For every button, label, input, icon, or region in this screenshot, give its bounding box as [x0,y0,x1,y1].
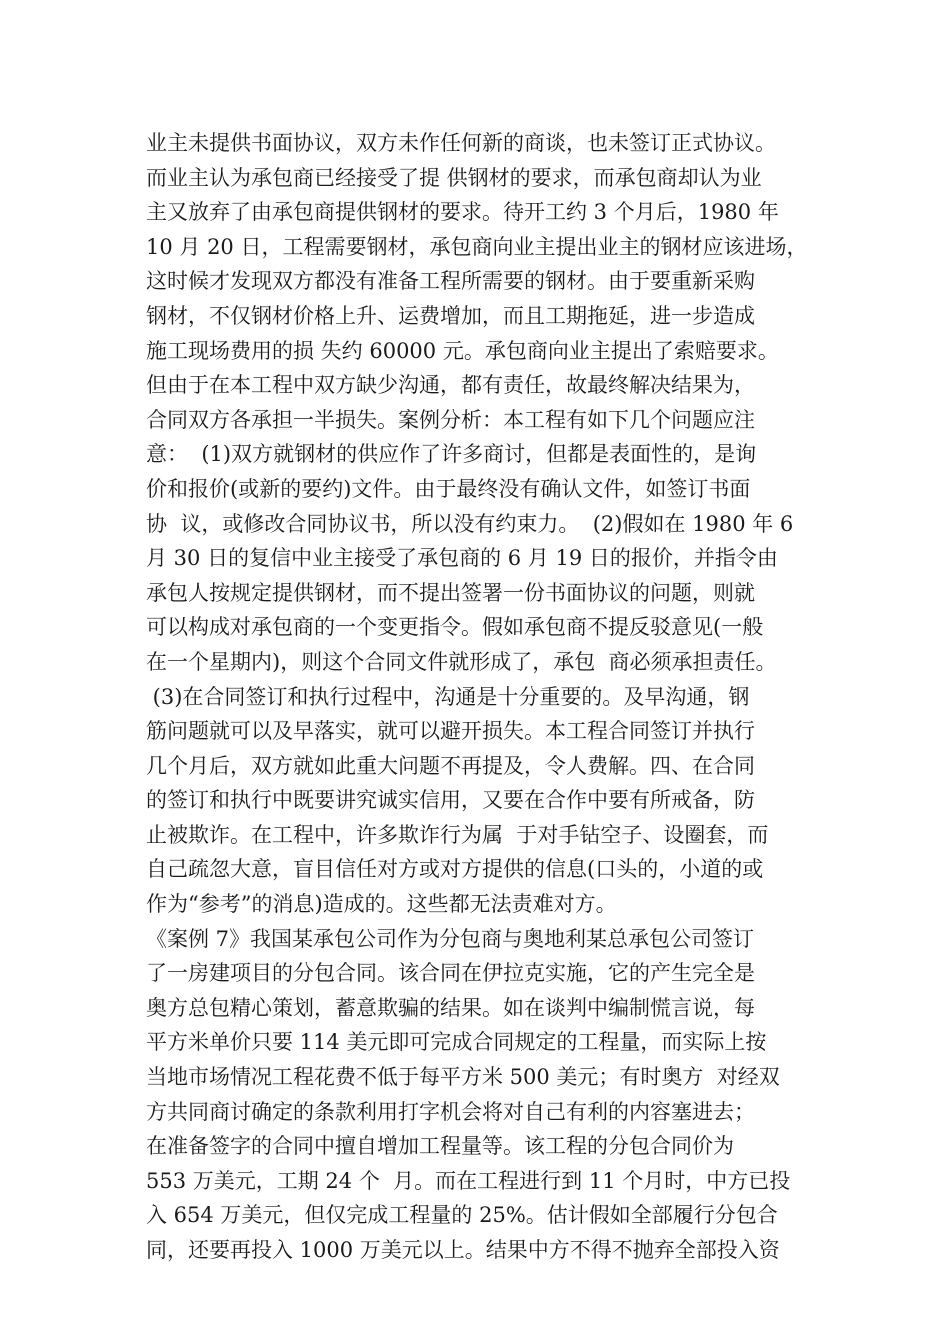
text-line: 当地市场情况工程花费不低于每平方米 500 美元；有时奥方 对经双 [146,1065,780,1090]
text-line: 筋问题就可以及早落实，就可以避开损失。本工程合同签订并执行 [146,719,755,744]
text-line: 10 月 20 日，工程需要钢材，承包商向业主提出业主的钢材应该进场， [146,234,808,259]
text-line: 作为“参考”的消息)造成的。这些都无法责难对方。 [146,892,617,917]
text-line: 止被欺诈。在工程中，许多欺诈行为属 于对手钻空子、设圈套，而 [146,822,769,847]
text-line: 合同双方各承担一半损失。案例分析：本工程有如下几个问题应注 [146,407,755,432]
text-line: 在准备签字的合同中擅自增加工程量等。该工程的分包合同价为 [146,1134,734,1159]
text-line: 协 议，或修改合同协议书，所以没有约束力。 (2)假如在 1980 年 6 [146,511,794,536]
text-line: (3)在合同签订和执行过程中，沟通是十分重要的。及早沟通，钢 [146,684,750,709]
text-line: 但由于在本工程中双方缺少沟通，都有责任，故最终解决结果为， [146,373,755,398]
text-line: 意： (1)双方就钢材的供应作了许多商讨，但都是表面性的，是询 [146,442,757,467]
text-line: 《案例 7》我国某承包公司作为分包商与奥地利某总承包公司签订 [146,926,755,951]
text-line: 施工现场费用的损 失约 60000 元。承包商向业主提出了索赔要求。 [146,338,779,363]
text-line: 自己疏忽大意，盲目信任对方或对方提供的信息(口头的，小道的或 [146,857,764,882]
text-line: 钢材，不仅钢材价格上升、运费增加，而且工期拖延，进一步造成 [146,303,755,328]
text-line: 几个月后，双方就如此重大问题不再提及，令人费解。四、在合同 [146,753,755,778]
text-line: 承包人按规定提供钢材，而不提出签署一份书面协议的问题，则就 [146,580,755,605]
text-line: 业主未提供书面协议，双方未作任何新的商谈，也未签订正式协议。 [146,131,776,155]
text-line: 了一房建项目的分包合同。该合同在伊拉克实施，它的产生完全是 [146,961,755,986]
text-line: 在一个星期内)，则这个合同文件就形成了，承包 商必须承担责任。 [146,649,777,674]
text-line: 可以构成对承包商的一个变更指令。假如承包商不提反驳意见(一般 [146,615,764,640]
text-line: 入 654 万美元，但仅完成工程量的 25%。估计假如全部履行分包合 [146,1203,778,1228]
text-line: 平方米单价只要 114 美元即可完成合同规定的工程量，而实际上按 [146,1030,767,1055]
body-text [146,126,836,1268]
text-line: 同，还要再投入 1000 万美元以上。结果中方不得不抛弃全部投入资 [146,1238,780,1262]
text-line: 方共同商讨确定的条款利用打字机会将对自己有利的内容塞进去； [146,1099,755,1124]
text-line: 月 30 日的复信中业主接受了承包商的 6 月 19 日的报价，并指令由 [146,546,778,571]
text-line: 而业主认为承包商已经接受了提 供钢材的要求，而承包商却认为业 [146,165,762,190]
text-line: 价和报价(或新的要约)文件。由于最终没有确认文件，如签订书面 [146,476,751,501]
text-line: 这时候才发现双方都没有准备工程所需要的钢材。由于要重新采购 [146,269,755,294]
text-line: 的签订和执行中既要讲究诚实信用，又要在合作中要有所戒备，防 [146,788,755,813]
text-line: 主又放弃了由承包商提供钢材的要求。待开工约 3 个月后，1980 年 [146,200,779,225]
text-line: 奥方总包精心策划，蓄意欺骗的结果。如在谈判中编制慌言说，每 [146,995,755,1020]
text-line: 553 万美元，工期 24 个 月。而在工程进行到 11 个月时，中方已投 [146,1168,791,1193]
